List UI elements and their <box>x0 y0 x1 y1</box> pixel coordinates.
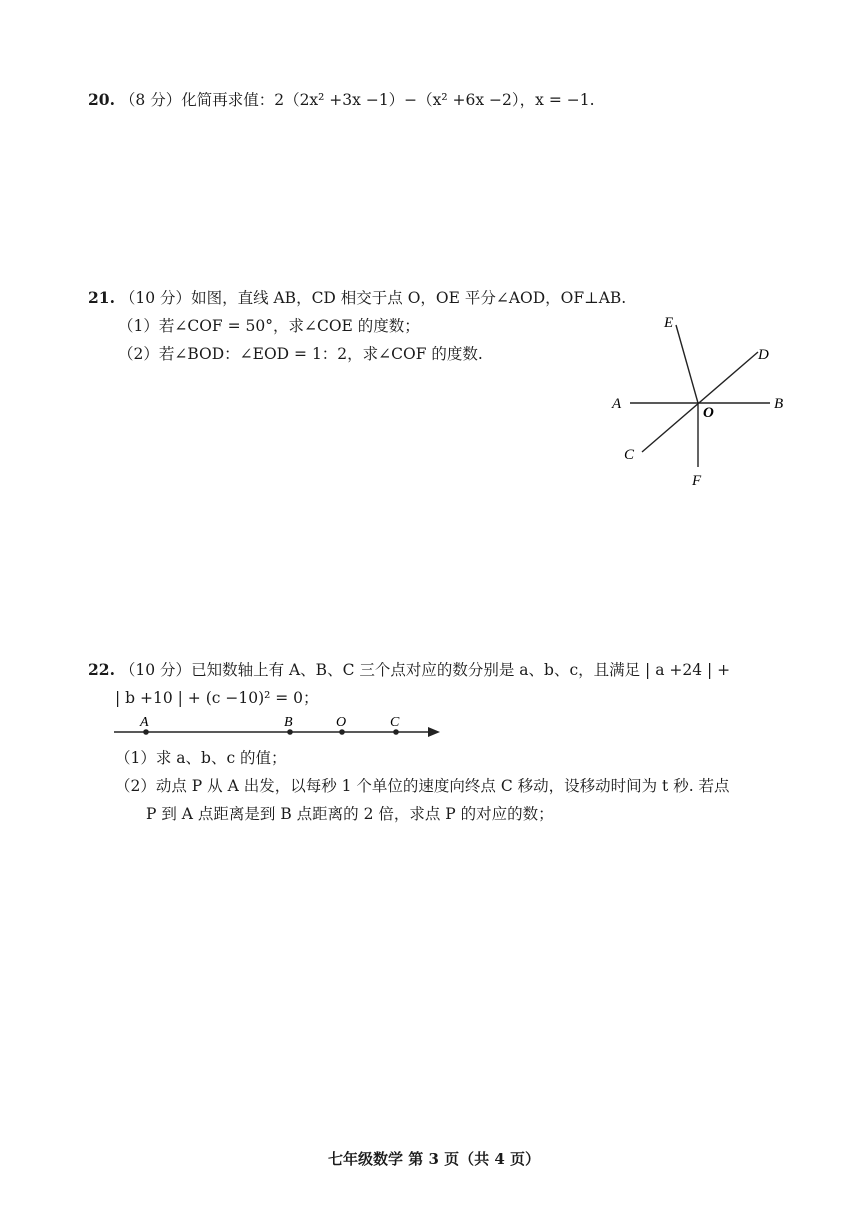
axis-arrow <box>428 727 440 737</box>
label-b: B <box>284 715 293 730</box>
ray-oe <box>676 325 698 403</box>
question-text: 如图，直线 AB，CD 相交于点 O，OE 平分∠AOD，OF⊥AB. <box>191 289 627 307</box>
label-c: C <box>390 715 400 730</box>
question-points: （10 分） <box>119 661 192 679</box>
question-points: （10 分） <box>119 289 192 307</box>
question-20 <box>88 86 595 114</box>
line-cd <box>642 352 758 452</box>
question-text: 化简再求值：2（2x² +3x −1）−（x² +6x −2），x = −1. <box>181 91 595 109</box>
sub-question-1: （1）求 a、b、c 的值； <box>115 749 287 767</box>
question-text-line-1: 已知数轴上有 A、B、C 三个点对应的数分别是 a、b、c，且满足 | a +24 | + <box>191 661 731 679</box>
number-line <box>110 712 450 744</box>
question-number: 20. <box>88 90 115 109</box>
question-number: 22. <box>88 660 115 679</box>
question-text-line-2: | b +10 | + (c −10)² = 0； <box>115 689 319 707</box>
point-a <box>143 729 149 735</box>
label-f: F <box>692 473 702 489</box>
question-points: （8 分） <box>119 91 182 109</box>
question-number: 21. <box>88 288 115 307</box>
sub-question-2-continued: P 到 A 点距离是到 B 点距离的 2 倍，求点 P 的对应的数； <box>146 805 554 823</box>
label-b: B <box>774 396 784 412</box>
point-b <box>287 729 293 735</box>
question-21 <box>88 284 626 368</box>
point-c <box>393 729 399 735</box>
sub-question-1: （1）若∠COF = 50°，求∠COE 的度数； <box>118 317 420 335</box>
page-footer: 七年级数学 第 3 页（共 4 页） <box>328 1150 540 1168</box>
label-e: E <box>664 315 674 331</box>
label-a: A <box>140 715 149 730</box>
sub-question-2: （2）若∠BOD：∠EOD = 1：2，求∠COF 的度数. <box>118 345 483 363</box>
label-d: D <box>758 347 769 363</box>
point-o <box>339 729 345 735</box>
sub-question-2: （2）动点 P 从 A 出发，以每秒 1 个单位的速度向终点 C 移动，设移动时间为 t 秒. 若点 <box>115 777 730 795</box>
label-c: C <box>624 447 635 463</box>
label-a: A <box>612 396 622 412</box>
label-o: O <box>703 405 714 421</box>
label-o: O <box>336 715 347 730</box>
intersecting-lines-figure <box>600 305 810 495</box>
